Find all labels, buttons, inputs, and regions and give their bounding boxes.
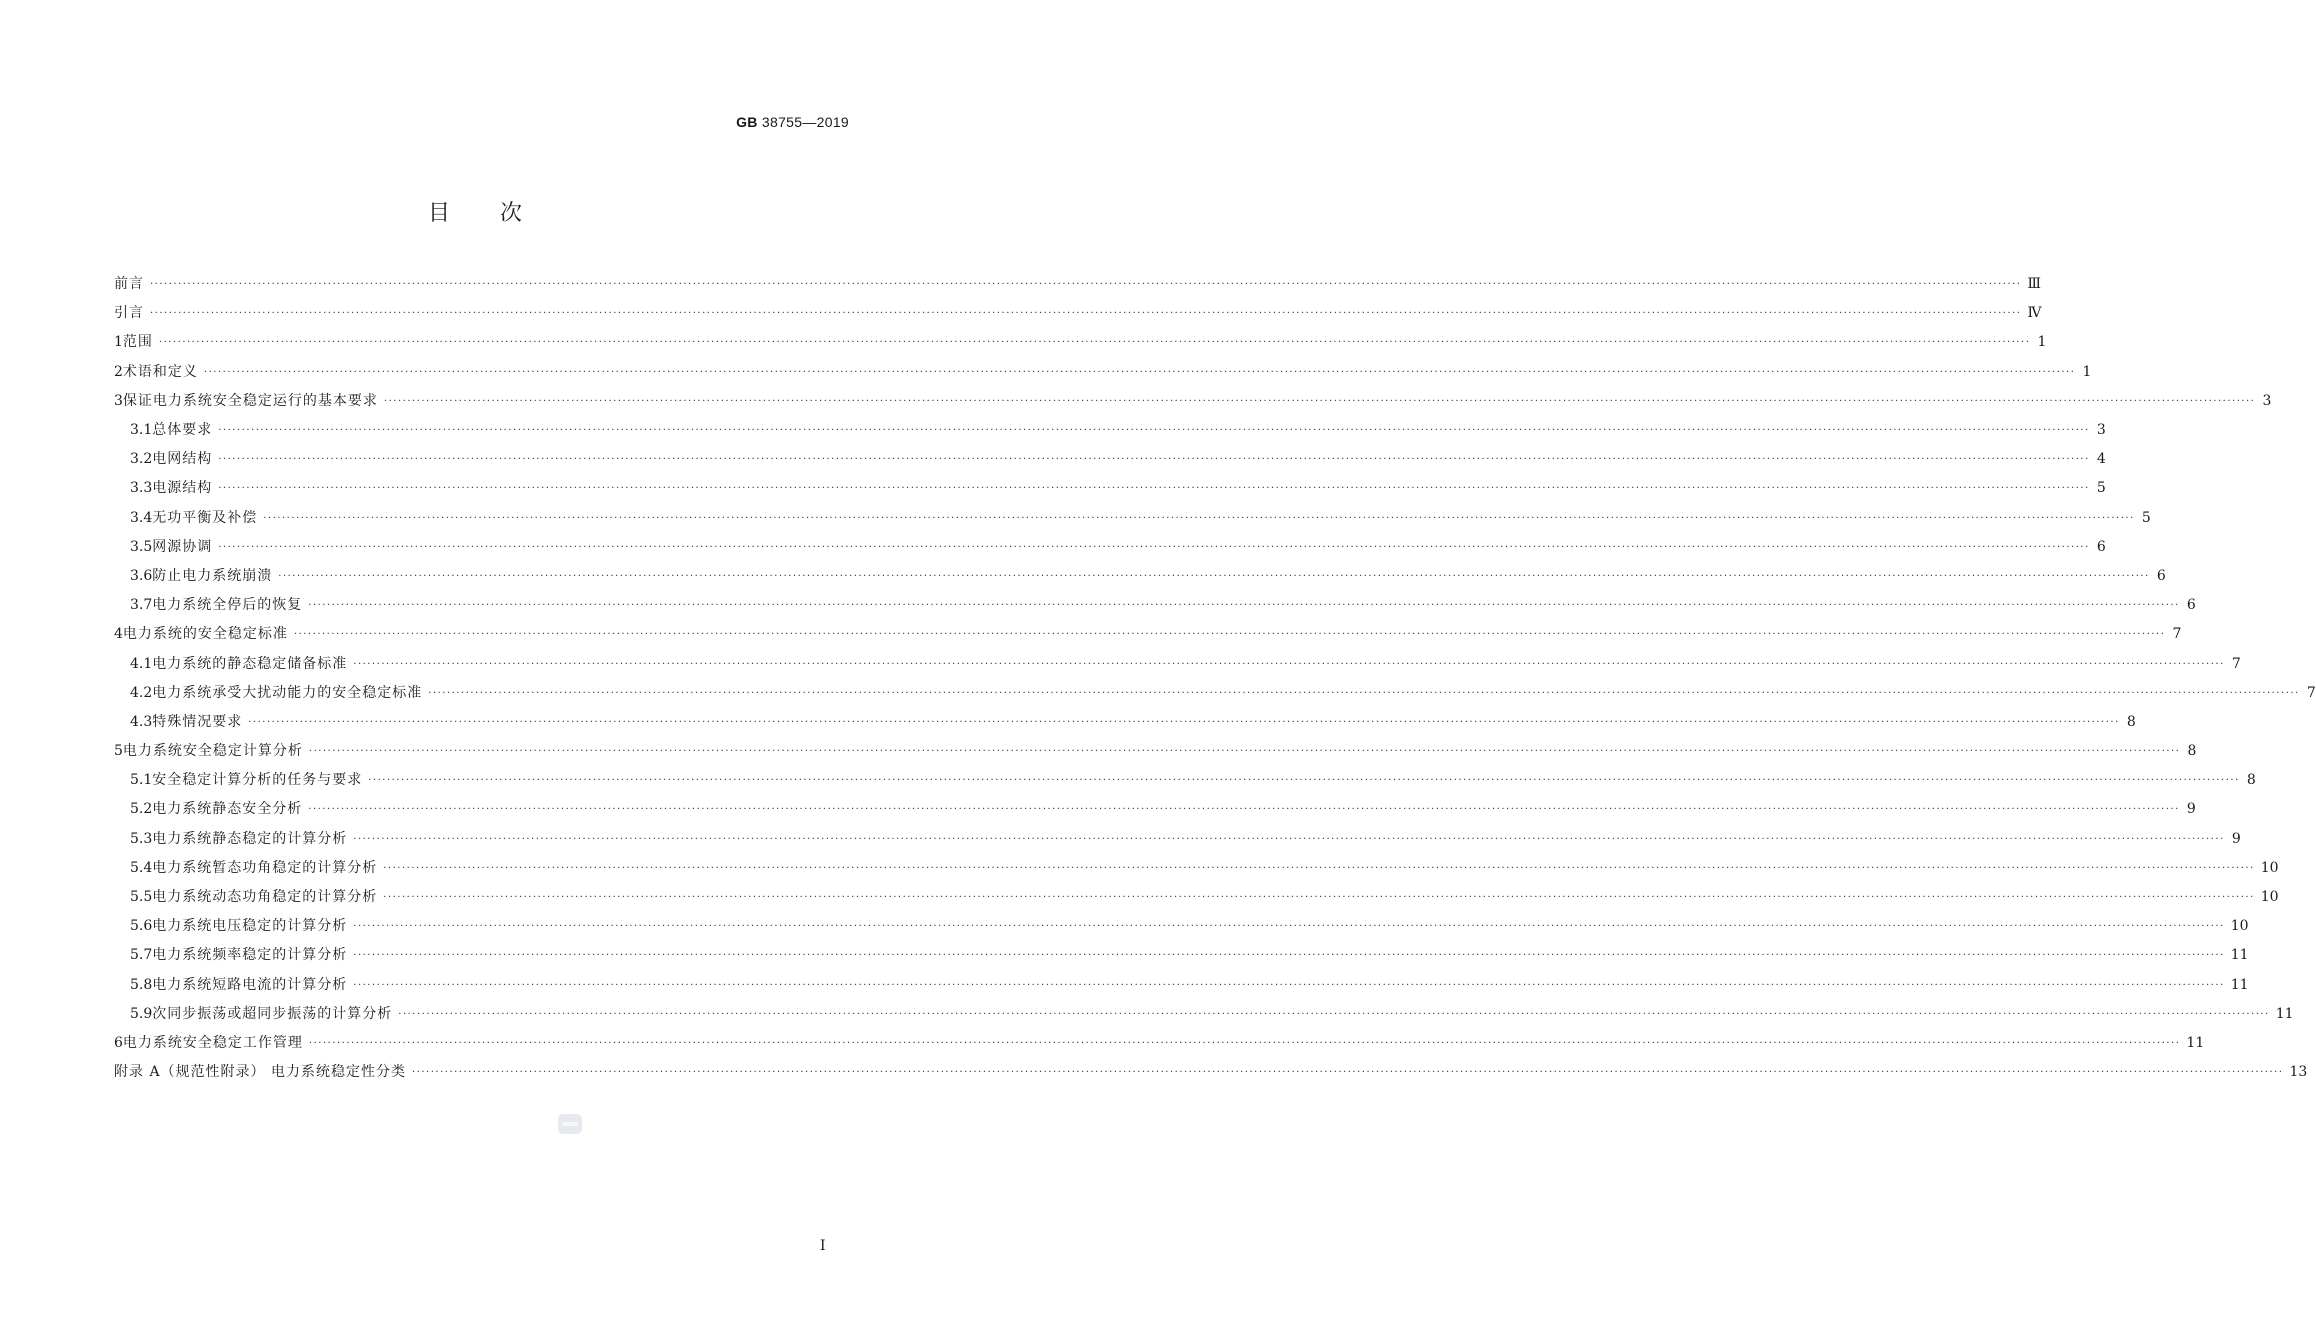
toc-entry-number: 4.1	[130, 655, 153, 672]
toc-entry[interactable]	[114, 795, 2196, 824]
toc-entry-label: 范围	[122, 334, 153, 351]
toc-entry[interactable]	[114, 1029, 2205, 1058]
toc-entry[interactable]	[114, 649, 2241, 678]
toc-entry-label: 无功平衡及补偿	[152, 509, 258, 526]
toc-entry-number: 5	[114, 743, 123, 760]
toc-entry[interactable]	[114, 1000, 2294, 1029]
toc-entry-page: 11	[2230, 947, 2249, 964]
toc-entry-page: 8	[2187, 743, 2197, 760]
toc-entry-number: 5.9	[130, 1005, 153, 1022]
toc-entry[interactable]	[114, 766, 2256, 795]
toc-entry[interactable]	[114, 270, 2041, 299]
dot-leader: ················································································································································································································································································································································································································	[368, 775, 2240, 787]
toc-entry-number: 3.5	[130, 538, 153, 555]
toc-entry[interactable]	[114, 679, 2316, 708]
toc-entry-label: 引言	[114, 305, 144, 322]
toc-entry-label: 电力系统安全稳定计算分析	[122, 743, 303, 760]
toc-entry-page: 5	[2096, 480, 2106, 497]
toc-entry-number: 4.3	[130, 713, 153, 730]
toc-entry-label: 电网结构	[152, 451, 213, 468]
toc-entry-label: 电力系统静态稳定的计算分析	[152, 830, 348, 847]
toc-entry-number: 3	[114, 392, 123, 409]
toc-entry-number: 4	[114, 626, 123, 643]
title-char-1: 目	[427, 201, 450, 226]
dot-leader: ················································································································································································································································································································································································································	[218, 541, 2090, 553]
dot-leader: ················································································································································································································································································································································································································	[412, 1067, 2284, 1079]
toc-entry[interactable]	[114, 854, 2279, 883]
standard-code	[736, 114, 849, 130]
dot-leader: ················································································································································································································································································································································································································	[353, 979, 2225, 991]
toc-entry-number: 5.5	[130, 889, 153, 906]
toc-entry-page: 4	[2096, 451, 2106, 468]
toc-entry[interactable]	[114, 971, 2249, 1000]
toc-entry-number: 5.2	[130, 801, 153, 818]
toc-entry-number: 3.4	[130, 509, 153, 526]
toc-entry[interactable]	[114, 620, 2182, 649]
dot-leader: ················································································································································································································································································································································································································	[218, 425, 2090, 437]
toc-entry-number: 3.2	[130, 451, 153, 468]
toc-entry-page: 3	[2262, 392, 2272, 409]
toc-entry-number: 3.3	[130, 480, 153, 497]
dot-leader: ················································································································································································································································································································································································································	[158, 337, 2031, 349]
toc-entry-label: 网源协调	[152, 538, 213, 555]
toc-entry-label: 术语和定义	[122, 363, 198, 380]
toc-entry-number: 5.7	[130, 947, 153, 964]
toc-entry-label: 保证电力系统安全稳定运行的基本要求	[122, 392, 378, 409]
toc-entry-label: 安全稳定计算分析的任务与要求	[152, 772, 363, 789]
dot-leader: ················································································································································································································································································································································································································	[353, 658, 2225, 670]
toc-entry-page: 9	[2186, 801, 2196, 818]
dot-leader: ················································································································································································································································································································································································································	[383, 892, 2255, 904]
toc-entry[interactable]	[114, 825, 2241, 854]
dot-leader: ················································································································································································································································································································································································································	[263, 512, 2135, 524]
toc-entry-page: 13	[2289, 1064, 2308, 1081]
toc-entry-page: 11	[2275, 1005, 2294, 1022]
toc-entry-page: Ⅲ	[2027, 276, 2041, 293]
dot-leader: ················································································································································································································································································································································································································	[353, 921, 2225, 933]
toc-entry-label: 电力系统暂态功角稳定的计算分析	[152, 859, 378, 876]
toc-entry-page: 3	[2096, 422, 2106, 439]
toc-entry-label: 总体要求	[152, 422, 213, 439]
toc-entry-page: 10	[2260, 859, 2279, 876]
toc-entry[interactable]	[114, 328, 2047, 357]
toc-entry-label: 电力系统安全稳定工作管理	[122, 1034, 303, 1051]
toc-entry[interactable]	[114, 387, 2272, 416]
toc-entry-number: 3.1	[130, 422, 153, 439]
toc-entry-number: 5.6	[130, 918, 153, 935]
dot-leader: ················································································································································································································································································································································································································	[218, 483, 2090, 495]
toc-entry[interactable]	[114, 445, 2106, 474]
toc-entry[interactable]	[114, 883, 2279, 912]
dot-leader: ················································································································································································································································································································································································································	[353, 950, 2225, 962]
dot-leader: ················································································································································································································································································································································································································	[308, 804, 2180, 816]
toc-entry-page: 11	[2230, 976, 2249, 993]
toc-entry-label: 电力系统全停后的恢复	[152, 597, 303, 614]
toc-entry-number: 2	[114, 363, 123, 380]
toc-entry-label: 电力系统短路电流的计算分析	[152, 976, 348, 993]
toc-entry-label: 电力系统的安全稳定标准	[122, 626, 288, 643]
dot-leader: ················································································································································································································································································································································································································	[150, 308, 2022, 320]
toc-entry[interactable]	[114, 912, 2249, 941]
toc-entry-label: 电力系统承受大扰动能力的安全稳定标准	[152, 684, 423, 701]
toc-entry[interactable]	[114, 358, 2092, 387]
toc-entry-label: 次同步振荡或超同步振荡的计算分析	[152, 1005, 393, 1022]
standard-prefix: GB	[736, 114, 758, 130]
dot-leader: ················································································································································································································································································································································································································	[308, 600, 2180, 612]
toc-entry[interactable]	[114, 591, 2196, 620]
dot-leader: ················································································································································································································································································································································································································	[308, 1037, 2181, 1049]
toc-entry-number: 4.2	[130, 684, 153, 701]
toc-entry-label: 特殊情况要求	[152, 713, 243, 730]
toc-entry-page: 11	[2186, 1034, 2205, 1051]
dot-leader: ················································································································································································································································································································································································································	[218, 454, 2090, 466]
toc-entry-label: 电力系统电压稳定的计算分析	[152, 918, 348, 935]
toc-entry-page: 8	[2126, 713, 2136, 730]
dot-leader: ················································································································································································································································································································································································································	[278, 570, 2150, 582]
toc-entry[interactable]	[114, 299, 2042, 328]
page-title	[0, 196, 950, 227]
standard-number: 38755—2019	[761, 114, 849, 130]
dot-leader: ················································································································································································································································································································································································································	[428, 687, 2300, 699]
toc-entry[interactable]	[114, 474, 2106, 503]
toc-entry[interactable]	[114, 1058, 2308, 1087]
toc-entry[interactable]	[114, 504, 2151, 533]
toc-entry-label: 附录 A（规范性附录） 电力系统稳定性分类	[114, 1064, 407, 1081]
table-of-contents	[114, 270, 2316, 1087]
toc-entry-label: 防止电力系统崩溃	[152, 567, 273, 584]
toc-entry-page: Ⅳ	[2027, 305, 2042, 322]
sac-watermark-logo	[557, 1113, 583, 1135]
title-char-2: 次	[500, 201, 523, 226]
toc-entry[interactable]	[114, 533, 2106, 562]
toc-entry-label: 电力系统的静态稳定储备标准	[152, 655, 348, 672]
dot-leader: ················································································································································································································································································································································································································	[383, 395, 2256, 407]
toc-entry-page: 7	[2172, 626, 2182, 643]
dot-leader: ················································································································································································································································································································································································································	[293, 629, 2166, 641]
toc-entry-number: 5.3	[130, 830, 153, 847]
toc-entry-label: 电源结构	[152, 480, 213, 497]
toc-entry-number: 1	[114, 334, 123, 351]
toc-entry-page: 8	[2246, 772, 2256, 789]
toc-entry-number: 3.7	[130, 597, 153, 614]
toc-entry-page: 5	[2141, 509, 2151, 526]
dot-leader: ················································································································································································································································································································································································································	[203, 366, 2076, 378]
toc-entry-number: 3.6	[130, 567, 153, 584]
toc-entry-label: 电力系统静态安全分析	[152, 801, 303, 818]
dot-leader: ················································································································································································································································································································································································································	[353, 833, 2225, 845]
toc-entry-page: 7	[2306, 684, 2316, 701]
toc-entry-page: 6	[2186, 597, 2196, 614]
toc-entry-number: 5.4	[130, 859, 153, 876]
toc-entry-label: 电力系统频率稳定的计算分析	[152, 947, 348, 964]
toc-entry-label: 前言	[114, 276, 144, 293]
toc-entry[interactable]	[114, 562, 2166, 591]
dot-leader: ················································································································································································································································································································································································································	[398, 1008, 2270, 1020]
toc-entry[interactable]	[114, 416, 2106, 445]
toc-entry-page: 7	[2231, 655, 2241, 672]
toc-entry-number: 5.8	[130, 976, 153, 993]
toc-entry-page: 1	[2037, 334, 2047, 351]
toc-entry[interactable]	[114, 737, 2197, 766]
toc-entry-page: 6	[2096, 538, 2106, 555]
toc-entry-number: 6	[114, 1034, 123, 1051]
toc-entry[interactable]	[114, 708, 2136, 737]
toc-entry[interactable]	[114, 941, 2249, 970]
dot-leader: ················································································································································································································································································································································································································	[383, 862, 2255, 874]
toc-entry-number: 5.1	[130, 772, 153, 789]
toc-entry-page: 1	[2082, 363, 2092, 380]
footer-page-number: I	[820, 1238, 826, 1254]
dot-leader: ················································································································································································································································································································································································································	[308, 746, 2181, 758]
dot-leader: ················································································································································································································································································································································································································	[150, 279, 2022, 291]
toc-entry-page: 9	[2231, 830, 2241, 847]
toc-entry-page: 6	[2156, 567, 2166, 584]
toc-entry-page: 10	[2230, 918, 2249, 935]
dot-leader: ················································································································································································································································································································································································································	[248, 716, 2120, 728]
toc-entry-page: 10	[2260, 889, 2279, 906]
toc-entry-label: 电力系统动态功角稳定的计算分析	[152, 889, 378, 906]
